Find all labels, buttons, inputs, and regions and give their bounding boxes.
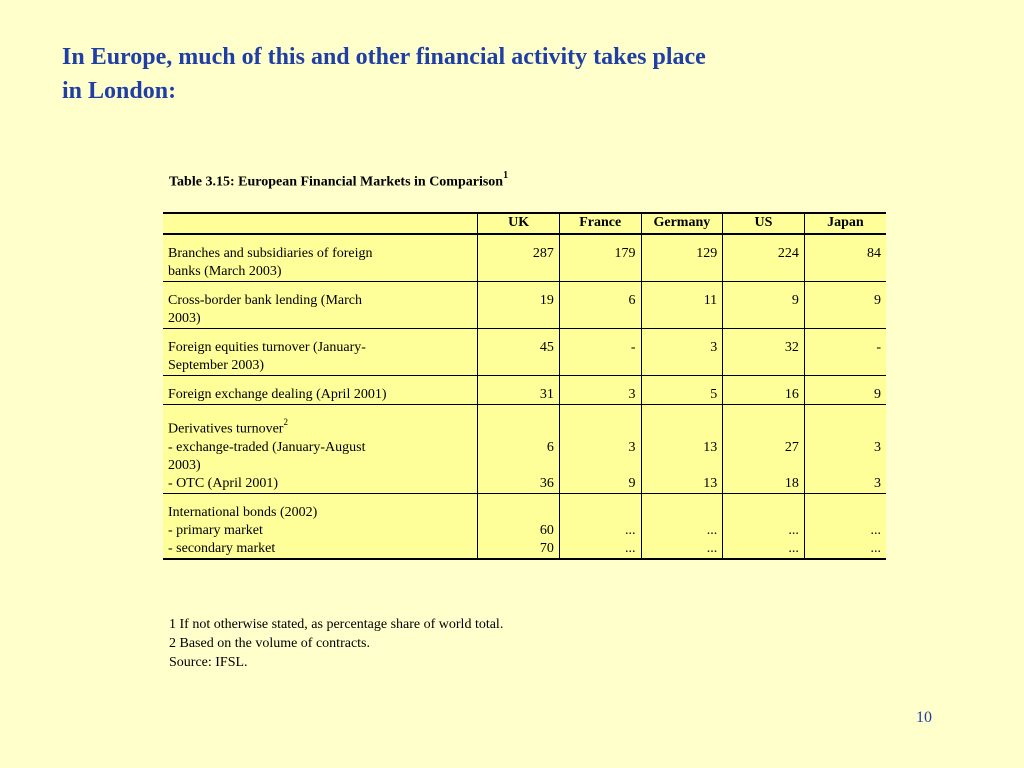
cell-us: ... xyxy=(723,540,805,559)
cell-uk: 60 xyxy=(478,522,560,540)
table-caption xyxy=(169,172,508,191)
slide-title xyxy=(62,40,962,108)
row-label: - OTC (April 2001) xyxy=(163,475,478,494)
page-number: 10 xyxy=(916,709,932,726)
cell-france: 9 xyxy=(559,475,641,494)
slide-title-line-2: in London: xyxy=(62,78,177,104)
cell-us: 32 xyxy=(723,339,805,376)
cell-japan: ... xyxy=(804,540,886,559)
cell-france: - xyxy=(559,339,641,376)
table-caption-footnote-marker: 1 xyxy=(503,170,509,181)
table-row-bonds-secondary xyxy=(163,540,886,559)
cell-germany: ... xyxy=(641,522,723,540)
table-header-row xyxy=(163,213,886,234)
cell-japan: ... xyxy=(804,522,886,540)
table-row-derivatives-otc xyxy=(163,475,886,494)
table-row-derivatives-heading xyxy=(163,415,886,439)
column-header-france: France xyxy=(559,213,641,234)
table-row-derivatives-exchange xyxy=(163,439,886,475)
cell-us: 18 xyxy=(723,475,805,494)
row-label: Foreign equities turnover (January- September 2003) xyxy=(163,339,478,376)
table-row-cross-border-lending xyxy=(163,292,886,329)
cell-uk: 19 xyxy=(478,292,560,329)
column-header-us: US xyxy=(723,213,805,234)
cell-france: 3 xyxy=(559,386,641,405)
header-label-cell xyxy=(163,213,478,234)
cell-japan: 3 xyxy=(804,439,886,475)
row-label: - exchange-traded (January-August 2003) xyxy=(168,439,366,473)
cell-us: 224 xyxy=(723,245,805,282)
cell-us: 27 xyxy=(723,439,805,475)
table-footnotes xyxy=(169,615,503,672)
cell-japan: 3 xyxy=(804,475,886,494)
row-label: Cross-border bank lending (March 2003) xyxy=(163,292,478,329)
cell-uk: 36 xyxy=(478,475,560,494)
cell-uk: 31 xyxy=(478,386,560,405)
cell-germany: 5 xyxy=(641,386,723,405)
source-note: Source: IFSL. xyxy=(169,655,248,670)
table-row-foreign-equities xyxy=(163,339,886,376)
row-label: - secondary market xyxy=(163,540,478,559)
cell-france: 3 xyxy=(559,439,641,475)
column-header-germany: Germany xyxy=(641,213,723,234)
table-caption-text: Table 3.15: European Financial Markets in Comparison xyxy=(169,174,504,190)
slide-title-line-1: In Europe, much of this and other financial activity takes place xyxy=(62,44,706,70)
row-label: Foreign exchange dealing (April 2001) xyxy=(163,386,478,405)
column-header-uk: UK xyxy=(478,213,560,234)
table-row-branches xyxy=(163,245,886,282)
cell-japan: 9 xyxy=(804,386,886,405)
cell-uk: 70 xyxy=(478,540,560,559)
cell-japan: 9 xyxy=(804,292,886,329)
row-label: - primary market xyxy=(168,522,263,538)
cell-uk: 287 xyxy=(478,245,560,282)
table-row-bonds-heading xyxy=(163,504,886,522)
table-row-bonds-primary xyxy=(163,522,886,540)
cell-france: 179 xyxy=(559,245,641,282)
cell-germany: 3 xyxy=(641,339,723,376)
cell-germany: ... xyxy=(641,540,723,559)
cell-germany: 13 xyxy=(641,475,723,494)
cell-uk: 45 xyxy=(478,339,560,376)
footnote-1: 1 If not otherwise stated, as percentage share of world total. xyxy=(169,617,504,632)
column-header-japan: Japan xyxy=(804,213,886,234)
cell-japan: - xyxy=(804,339,886,376)
cell-germany: 13 xyxy=(641,439,723,475)
footnote-2: 2 Based on the volume of contracts. xyxy=(169,636,371,651)
cell-germany: 11 xyxy=(641,292,723,329)
table-row-foreign-exchange xyxy=(163,386,886,405)
cell-us: ... xyxy=(723,522,805,540)
cell-germany: 129 xyxy=(641,245,723,282)
markets-comparison-table xyxy=(163,212,886,560)
cell-japan: 84 xyxy=(804,245,886,282)
cell-us: 9 xyxy=(723,292,805,329)
row-label: International bonds (2002) xyxy=(168,504,318,520)
cell-france: ... xyxy=(559,522,641,540)
row-label: Derivatives turnover$^2$ xyxy=(168,417,288,437)
cell-france: 6 xyxy=(559,292,641,329)
footnote-marker: 2 xyxy=(283,417,288,427)
cell-us: 16 xyxy=(723,386,805,405)
cell-france: ... xyxy=(559,540,641,559)
row-label: Branches and subsidiaries of foreign banks (March 2003) xyxy=(163,245,478,282)
cell-uk: 6 xyxy=(478,439,560,475)
